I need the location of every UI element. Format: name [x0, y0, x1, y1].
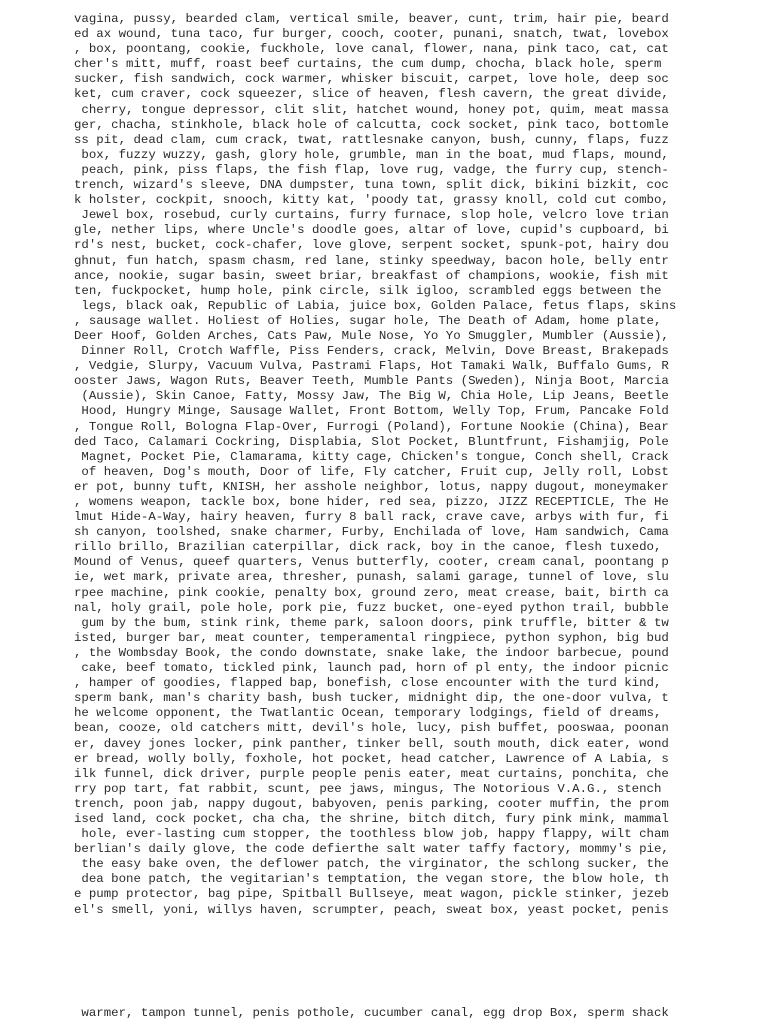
trailing-text-line: warmer, tampon tunnel, penis pothole, cucumber canal, egg drop Box, sperm shack [74, 1006, 669, 1020]
text-line: , Vedgie, Slurpy, Vacuum Vulva, Pastrami Flaps, Hot Tamaki Walk, Buffalo Gums, R [74, 359, 669, 374]
text-line: box, fuzzy wuzzy, gash, glory hole, grumble, man in the boat, mud flaps, mound, [74, 147, 669, 162]
text-line: gum by the bum, stink rink, theme park, saloon doors, pink truffle, bitter & tw [74, 615, 669, 630]
text-line: , the Wombsday Book, the condo downstate, snake lake, the indoor barbecue, pound [74, 645, 669, 660]
text-line: Jewel box, rosebud, curly curtains, furry furnace, slop hole, velcro love trian [74, 208, 669, 223]
text-line: sperm bank, man's charity bash, bush tucker, midnight dip, the one-door vulva, t [74, 691, 669, 706]
text-line: of heaven, Dog's mouth, Door of life, Fly catcher, Fruit cup, Jelly roll, Lobst [74, 464, 669, 479]
text-line: er, davey jones locker, pink panther, tinker bell, south mouth, dick eater, wond [74, 736, 669, 751]
text-line: ded Taco, Calamari Cockring, Displabia, Slot Pocket, Bluntfrunt, Fishamjig, Pole [74, 434, 669, 449]
text-line: rpee machine, pink cookie, penalty box, ground zero, meat crease, bait, birth ca [74, 585, 669, 600]
text-line: er bread, wolly bolly, foxhole, hot pocket, head catcher, Lawrence of A Labia, s [74, 751, 669, 766]
text-line: e pump protector, bag pipe, Spitball Bullseye, meat wagon, pickle stinker, jezeb [74, 887, 669, 902]
text-line: ger, chacha, stinkhole, black hole of calcutta, cock socket, pink taco, bottomle [74, 117, 669, 132]
text-line: ance, nookie, sugar basin, sweet briar, breakfast of champions, wookie, fish mit [74, 268, 669, 283]
text-line: peach, pink, piss flaps, the fish flap, love rug, vadge, the furry cup, stench- [74, 162, 669, 177]
text-line: Dinner Roll, Crotch Waffle, Piss Fenders, crack, Melvin, Dove Breast, Brakepads [74, 344, 669, 359]
text-line: sucker, fish sandwich, cock warmer, whisker biscuit, carpet, love hole, deep soc [74, 72, 669, 87]
text-line: el's smell, yoni, willys haven, scrumpter, peach, sweat box, yeast pocket, penis [74, 902, 669, 917]
text-line: rd's nest, bucket, cock-chafer, love glove, serpent socket, spunk-pot, hairy dou [74, 238, 669, 253]
text-line: , sausage wallet. Holiest of Holies, sugar hole, The Death of Adam, home plate, [74, 313, 662, 328]
text-line: ooster Jaws, Wagon Ruts, Beaver Teeth, Mumble Pants (Sweden), Ninja Boot, Marcia [74, 374, 669, 389]
text-line: vagina, pussy, bearded clam, vertical smile, beaver, cunt, trim, hair pie, beard [74, 12, 669, 26]
text-block [74, 12, 694, 918]
text-line: (Aussie), Skin Canoe, Fatty, Mossy Jaw, The Big W, Chia Hole, Lip Jeans, Beetle [74, 389, 669, 404]
text-line: nal, holy grail, pole hole, pork pie, fuzz bucket, one-eyed python trail, bubble [74, 600, 669, 615]
text-line: hole, ever-lasting cum stopper, the toothless blow job, happy flappy, wilt cham [74, 827, 669, 842]
text-line: , box, poontang, cookie, fuckhole, love canal, flower, nana, pink taco, cat, cat [74, 42, 669, 57]
text-line: trench, wizard's sleeve, DNA dumpster, tuna town, split dick, bikini bizkit, coc [74, 178, 669, 193]
text-line: k holster, cockpit, snooch, kitty kat, 'poody tat, grassy knoll, cold cut combo, [74, 193, 669, 208]
text-line: rillo brillo, Brazilian caterpillar, dick rack, boy in the canoe, flesh tuxedo, [74, 540, 662, 555]
text-line: he welcome opponent, the Twatlantic Ocean, temporary lodgings, field of dreams, [74, 706, 662, 721]
text-line: ilk funnel, dick driver, purple people penis eater, meat curtains, ponchita, che [74, 766, 669, 781]
text-line: , Tongue Roll, Bologna Flap-Over, Furrogi (Poland), Fortune Nookie (China), Bear [74, 419, 669, 434]
text-line: sh canyon, toolshed, snake charmer, Furby, Enchilada of love, Ham sandwich, Cama [74, 525, 669, 540]
text-line: ss pit, dead clam, cum crack, twat, rattlesnake canyon, bush, cunny, flaps, fuzz [74, 132, 669, 147]
text-line: gle, nether lips, where Uncle's doodle goes, altar of love, cupid's cupboard, bi [74, 223, 669, 238]
text-line: the easy bake oven, the deflower patch, the virginator, the schlong sucker, the [74, 857, 669, 872]
text-line: rry pop tart, fat rabbit, scunt, pee jaws, mingus, The Notorious V.A.G., stench [74, 781, 662, 796]
text-line: , hamper of goodies, flapped bap, bonefish, close encounter with the turd kind, [74, 676, 662, 691]
text-line: Deer Hoof, Golden Arches, Cats Paw, Mule Nose, Yo Yo Smuggler, Mumbler (Aussie), [74, 328, 669, 343]
text-line: Hood, Hungry Minge, Sausage Wallet, Front Bottom, Welly Top, Frum, Pancake Fold [74, 404, 669, 419]
text-line: legs, black oak, Republic of Labia, juice box, Golden Palace, fetus flaps, skins [74, 298, 677, 313]
text-line: isted, burger bar, meat counter, temperamental ringpiece, python syphon, big bud [74, 630, 669, 645]
text-line: bean, cooze, old catchers mitt, devil's hole, lucy, pish buffet, pooswaa, poonan [74, 721, 669, 736]
text-line: dea bone patch, the vegitarian's temptation, the vegan store, the blow hole, th [74, 872, 669, 887]
text-line: lmut Hide-A-Way, hairy heaven, furry 8 ball rack, crave cave, arbys with fur, fi [74, 510, 669, 525]
text-line: trench, poon jab, nappy dugout, babyoven, penis parking, cooter muffin, the prom [74, 796, 669, 811]
text-line: cherry, tongue depressor, clit slit, hatchet wound, honey pot, quim, meat massa [74, 102, 669, 117]
text-line: , womens weapon, tackle box, bone hider, red sea, pizzo, JIZZ RECEPTICLE, The He [74, 495, 669, 509]
text-line: ghnut, fun hatch, spasm chasm, red lane, stinky speedway, bacon hole, belly entr [74, 253, 669, 268]
text-line: ised land, cock pocket, cha cha, the shrine, bitch ditch, fury pink mink, mammal [74, 811, 669, 826]
text-line: ket, cum craver, cock squeezer, slice of heaven, flesh cavern, the great divide, [74, 87, 669, 102]
text-line: berlian's daily glove, the code defierthe salt water taffy factory, mommy's pie, [74, 842, 669, 857]
text-line: Magnet, Pocket Pie, Clamarama, kitty cage, Chicken's tongue, Conch shell, Crack [74, 449, 669, 464]
text-line: cher's mitt, muff, roast beef curtains, the cum dump, chocha, black hole, sperm [74, 57, 662, 72]
text-line: er pot, bunny tuft, KNISH, her asshole neighbor, lotus, nappy dugout, moneymaker [74, 479, 669, 494]
text-line: cake, beef tomato, tickled pink, launch pad, horn of pl enty, the indoor picnic [74, 661, 669, 676]
text-line: ten, fuckpocket, hump hole, pink circle, silk igloo, scrambled eggs between the [74, 283, 662, 298]
text-line: Mound of Venus, queef quarters, Venus butterfly, cooter, cream canal, poontang p [74, 555, 669, 570]
text-line: ed ax wound, tuna taco, fur burger, cooch, cooter, punani, snatch, twat, lovebox [74, 27, 669, 42]
text-line: ie, wet mark, private area, thresher, punash, salami garage, tunnel of love, slu [74, 570, 669, 585]
